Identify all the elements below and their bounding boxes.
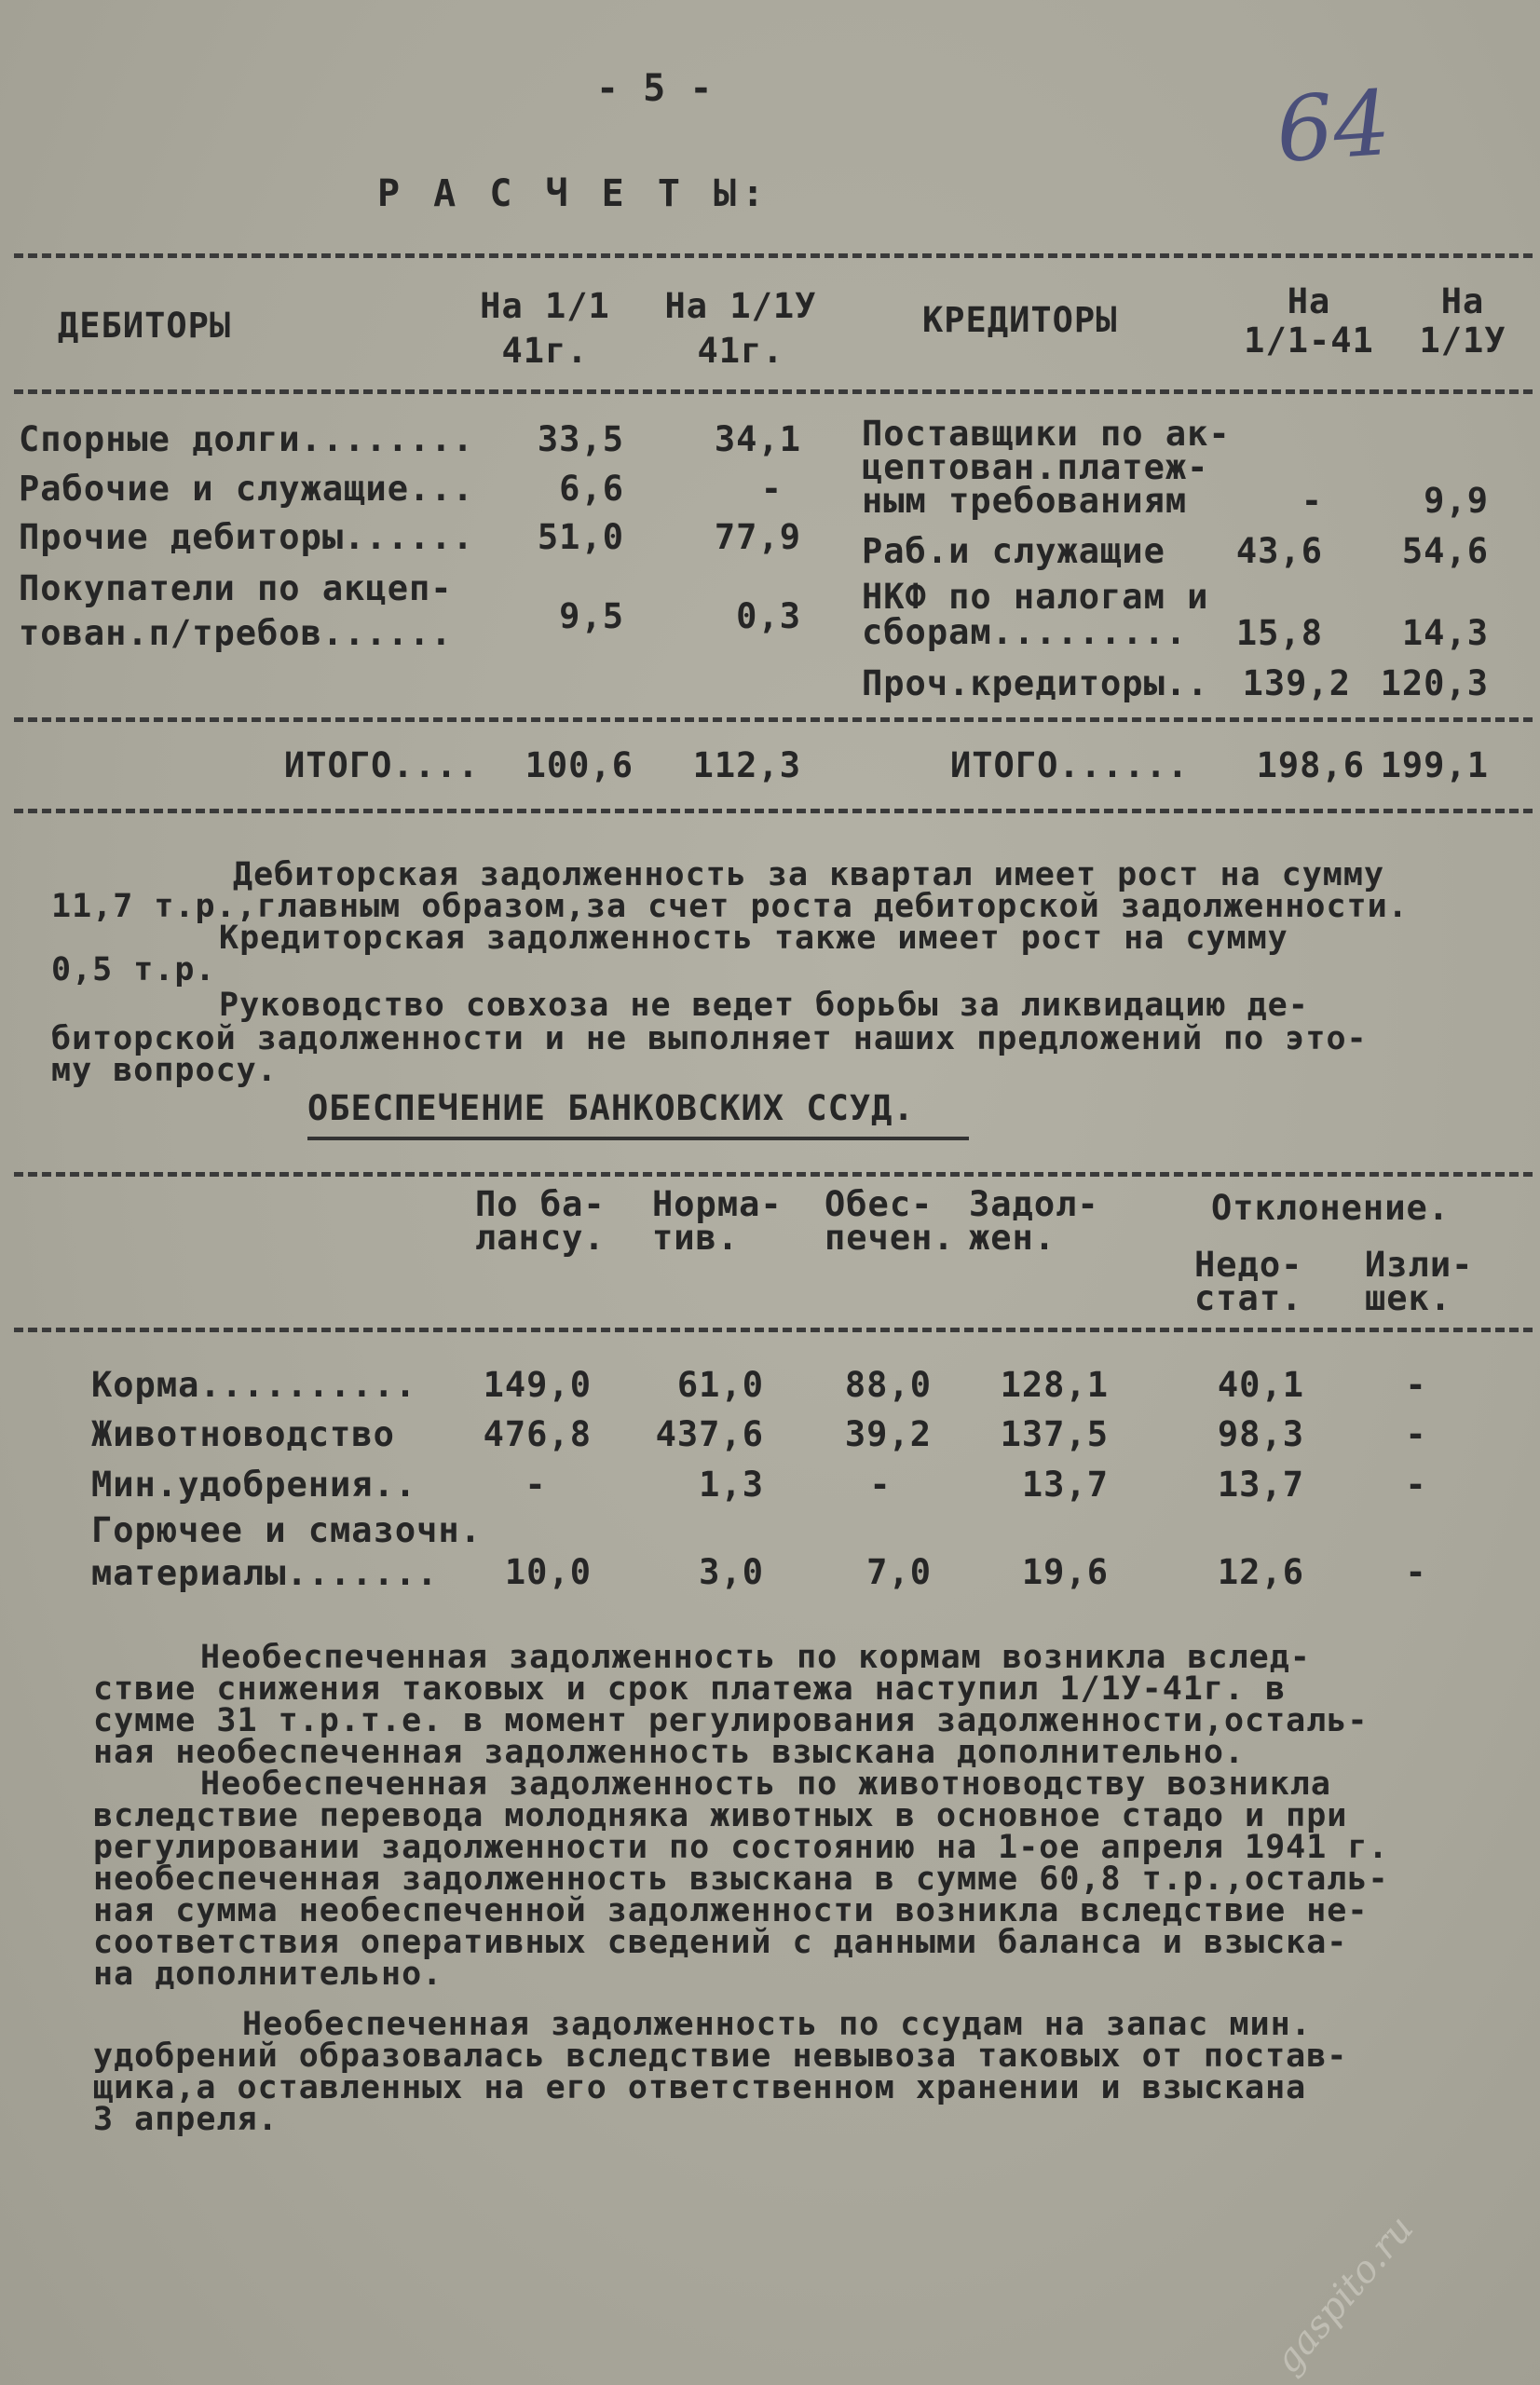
- table-bottom-rule: [14, 809, 1533, 813]
- loans-row-norm: 61,0: [676, 1365, 764, 1405]
- paragraph-line: 3 апреля.: [93, 2101, 279, 2138]
- debtor-value-2: 34,1: [714, 419, 801, 459]
- col2-header-line2: 41г.: [697, 331, 784, 371]
- creditor-label-line1: Поставщики по ак-: [862, 414, 1231, 454]
- creditor-label-line2: цептован.платеж-: [862, 447, 1209, 487]
- creditor-value-1: 139,2: [1242, 663, 1351, 703]
- loans-header-debt-line1: Задол-: [969, 1184, 1099, 1224]
- loans-header-balance: [475, 1184, 606, 1258]
- paragraph-line: Руководство совхоза не ведет борьбы за ликвидацию де-: [219, 987, 1309, 1024]
- loans-row-balance: 149,0: [483, 1365, 592, 1405]
- loans-header-short-line2: стат.: [1194, 1278, 1303, 1318]
- totals-rule: [14, 717, 1533, 722]
- loans-header-secured-line2: печен.: [825, 1218, 955, 1258]
- loans-header-secured: [825, 1184, 955, 1258]
- creditor-label: [862, 414, 1231, 521]
- loans-header-rule: [14, 1328, 1533, 1332]
- col1-header: [475, 284, 615, 374]
- col4-header-line1: На: [1440, 281, 1485, 321]
- debtors-total-label: ИТОГО....: [284, 745, 480, 785]
- debtor-value-2: 0,3: [736, 596, 801, 636]
- handwritten-page-mark: 64: [1273, 70, 1394, 184]
- loans-header-balance-line2: лансу.: [475, 1218, 606, 1258]
- loans-header-debt-line2: жен.: [969, 1218, 1056, 1258]
- loans-row-debt: 19,6: [1021, 1552, 1109, 1592]
- loans-title: ОБЕСПЕЧЕНИЕ БАНКОВСКИХ ССУД.: [307, 1088, 915, 1128]
- loans-header-short: [1194, 1245, 1303, 1318]
- paragraph-line: удобрений образовалась вследствие невывоза таковых от постав-: [93, 2037, 1348, 2075]
- debtor-value-1: 9,5: [559, 596, 624, 636]
- loans-row-secured: -: [869, 1465, 892, 1505]
- debtor-label-line2: тован.п/требов......: [19, 613, 453, 653]
- creditors-header: КРЕДИТОРЫ: [922, 300, 1118, 340]
- paragraph-line: Кредиторская задолженность также имеет рост на сумму: [219, 920, 1288, 957]
- debtor-value-1: 33,5: [537, 419, 624, 459]
- loans-row-secured: 88,0: [844, 1365, 932, 1405]
- header-rule: [14, 389, 1533, 394]
- paragraph-line: необеспеченная задолженность взыскана в сумме 60,8 т.р.,осталь-: [93, 1860, 1389, 1898]
- loans-row-label: [91, 1509, 482, 1595]
- debtor-value-1: 51,0: [537, 517, 624, 557]
- loans-row-short: 13,7: [1217, 1465, 1304, 1505]
- creditors-total-value-2: 199,1: [1380, 745, 1489, 785]
- debtors-header: ДЕБИТОРЫ: [58, 306, 232, 346]
- loans-title-underline: [307, 1137, 969, 1140]
- loans-row-debt: 13,7: [1021, 1465, 1109, 1505]
- loans-row-secured: 39,2: [844, 1414, 932, 1454]
- paragraph-line: ная необеспеченная задолженность взыскана дополнительно.: [93, 1734, 1246, 1771]
- loans-row-norm: 3,0: [699, 1552, 764, 1592]
- col2-header: [657, 284, 825, 374]
- loans-row-balance: -: [525, 1465, 547, 1505]
- creditors-total-label: ИТОГО......: [950, 745, 1190, 785]
- creditors-total-value-1: 198,6: [1256, 745, 1365, 785]
- loans-header-balance-line1: По ба-: [475, 1184, 606, 1224]
- paragraph-line: соответствия оперативных сведений с данными баланса и взыска-: [93, 1924, 1348, 1961]
- debtor-label: Спорные долги........: [19, 419, 474, 459]
- col4-header-line2: 1/1У: [1419, 320, 1506, 361]
- creditor-label-line1: НКФ по налогам и: [862, 577, 1209, 617]
- paragraph-line: 0,5 т.р.: [51, 951, 216, 988]
- debtor-label: Рабочие и служащие...: [19, 469, 474, 509]
- paragraph-line: на дополнительно.: [93, 1956, 443, 1993]
- paragraph-line: регулировании задолженности по состоянию на 1-ое апреля 1941 г.: [93, 1829, 1389, 1866]
- loans-header-norm-line2: тив.: [652, 1218, 740, 1258]
- loans-row-label: Корма..........: [91, 1365, 417, 1405]
- paragraph-line: биторской задолженности и не выполняет наших предложений по это-: [51, 1020, 1368, 1057]
- loans-row-debt: 128,1: [1000, 1365, 1109, 1405]
- debtor-value-2: 77,9: [714, 517, 801, 557]
- col3-header: [1234, 282, 1383, 361]
- loans-row-excess: -: [1405, 1552, 1427, 1592]
- loans-row-secured: 7,0: [866, 1552, 932, 1592]
- creditor-label-line2: сборам.........: [862, 612, 1188, 652]
- paragraph-line: му вопросу.: [51, 1052, 278, 1089]
- loans-row-excess: -: [1405, 1414, 1427, 1454]
- col2-header-line1: На 1/1У: [664, 286, 817, 326]
- creditor-label: Раб.и служащие: [862, 531, 1165, 571]
- paragraph-line: ная сумма необеспеченной задолженности возникла вследствие не-: [93, 1892, 1369, 1929]
- creditor-value-1: -: [1301, 481, 1323, 521]
- col3-header-line2: 1/1-41: [1244, 320, 1374, 361]
- paragraph-line: ствие снижения таковых и срок платежа наступил 1/1У-41г. в: [93, 1670, 1287, 1708]
- paragraph-line: Дебиторская задолженность за квартал имеет рост на сумму: [233, 856, 1385, 893]
- loans-header-norm-line1: Норма-: [652, 1184, 783, 1224]
- loans-row-label: Мин.удобрения..: [91, 1465, 417, 1505]
- debtor-label-line1: Покупатели по акцеп-: [19, 568, 453, 608]
- loans-header-debt: [969, 1184, 1099, 1258]
- loans-row-label-line1: Горючее и смазочн.: [91, 1510, 482, 1550]
- creditor-label: [862, 579, 1208, 650]
- paragraph-line: Необеспеченная задолженность по кормам возникла вслед-: [200, 1639, 1311, 1676]
- debtor-value-1: 6,6: [559, 469, 624, 509]
- debtor-label: Прочие дебиторы......: [19, 517, 474, 557]
- loans-header-norm: [652, 1184, 783, 1258]
- creditor-value-1: 43,6: [1235, 531, 1323, 571]
- col3-header-line1: На: [1287, 281, 1331, 321]
- col4-header: [1407, 282, 1519, 361]
- paragraph-line: Необеспеченная задолженность по животноводству возникла: [200, 1765, 1331, 1803]
- col1-header-line2: 41г.: [501, 331, 589, 371]
- creditor-value-1: 15,8: [1235, 613, 1323, 653]
- loans-header-excess: [1365, 1245, 1474, 1318]
- section-title: Р А С Ч Е Т Ы:: [377, 172, 770, 215]
- creditor-value-2: 120,3: [1380, 663, 1489, 703]
- paragraph-line: щика,а оставленных на его ответственном хранении и взыскана: [93, 2069, 1307, 2106]
- creditor-label-line3: ным требованиям: [862, 481, 1188, 521]
- loans-header-excess-line2: шек.: [1365, 1278, 1452, 1318]
- loans-header-short-line1: Недо-: [1194, 1245, 1303, 1285]
- creditor-label: Проч.кредиторы..: [862, 663, 1209, 703]
- loans-header-deviation: Отклонение.: [1211, 1188, 1451, 1228]
- loans-row-norm: 437,6: [655, 1414, 764, 1454]
- loans-row-balance: 476,8: [483, 1414, 592, 1454]
- debtors-total-value-2: 112,3: [692, 745, 801, 785]
- loans-row-excess: -: [1405, 1465, 1427, 1505]
- loans-row-short: 12,6: [1217, 1552, 1304, 1592]
- debtor-value-2: -: [760, 469, 783, 509]
- loans-row-short: 98,3: [1217, 1414, 1304, 1454]
- loans-row-balance: 10,0: [504, 1552, 592, 1592]
- loans-top-rule: [14, 1172, 1533, 1177]
- debtor-label: [19, 566, 453, 656]
- loans-header-secured-line1: Обес-: [825, 1184, 934, 1224]
- page-number: - 5 -: [596, 67, 714, 110]
- watermark: gaspito.ru: [1266, 2207, 1423, 2382]
- creditor-value-2: 54,6: [1401, 531, 1489, 571]
- loans-row-debt: 137,5: [1000, 1414, 1109, 1454]
- paragraph-line: сумме 31 т.р.т.е. в момент регулирования задолженности,осталь-: [93, 1702, 1369, 1739]
- paragraph-line: 11,7 т.р.,главным образом,за счет роста дебиторской задолженности.: [51, 888, 1409, 925]
- paragraph-line: Необеспеченная задолженность по ссудам на запас мин.: [242, 2006, 1312, 2043]
- loans-row-norm: 1,3: [699, 1465, 764, 1505]
- loans-header-excess-line1: Изли-: [1365, 1245, 1474, 1285]
- loans-row-label: Животноводство: [91, 1414, 395, 1454]
- creditor-value-2: 14,3: [1401, 613, 1489, 653]
- col1-header-line1: На 1/1: [480, 286, 610, 326]
- creditor-value-2: 9,9: [1424, 481, 1489, 521]
- loans-row-excess: -: [1405, 1365, 1427, 1405]
- paragraph-line: вследствие перевода молодняка животных в основное стадо и при: [93, 1797, 1348, 1834]
- table-top-rule: [14, 253, 1533, 258]
- loans-row-short: 40,1: [1217, 1365, 1304, 1405]
- loans-row-label-line2: материалы.......: [91, 1553, 439, 1593]
- debtors-total-value-1: 100,6: [525, 745, 634, 785]
